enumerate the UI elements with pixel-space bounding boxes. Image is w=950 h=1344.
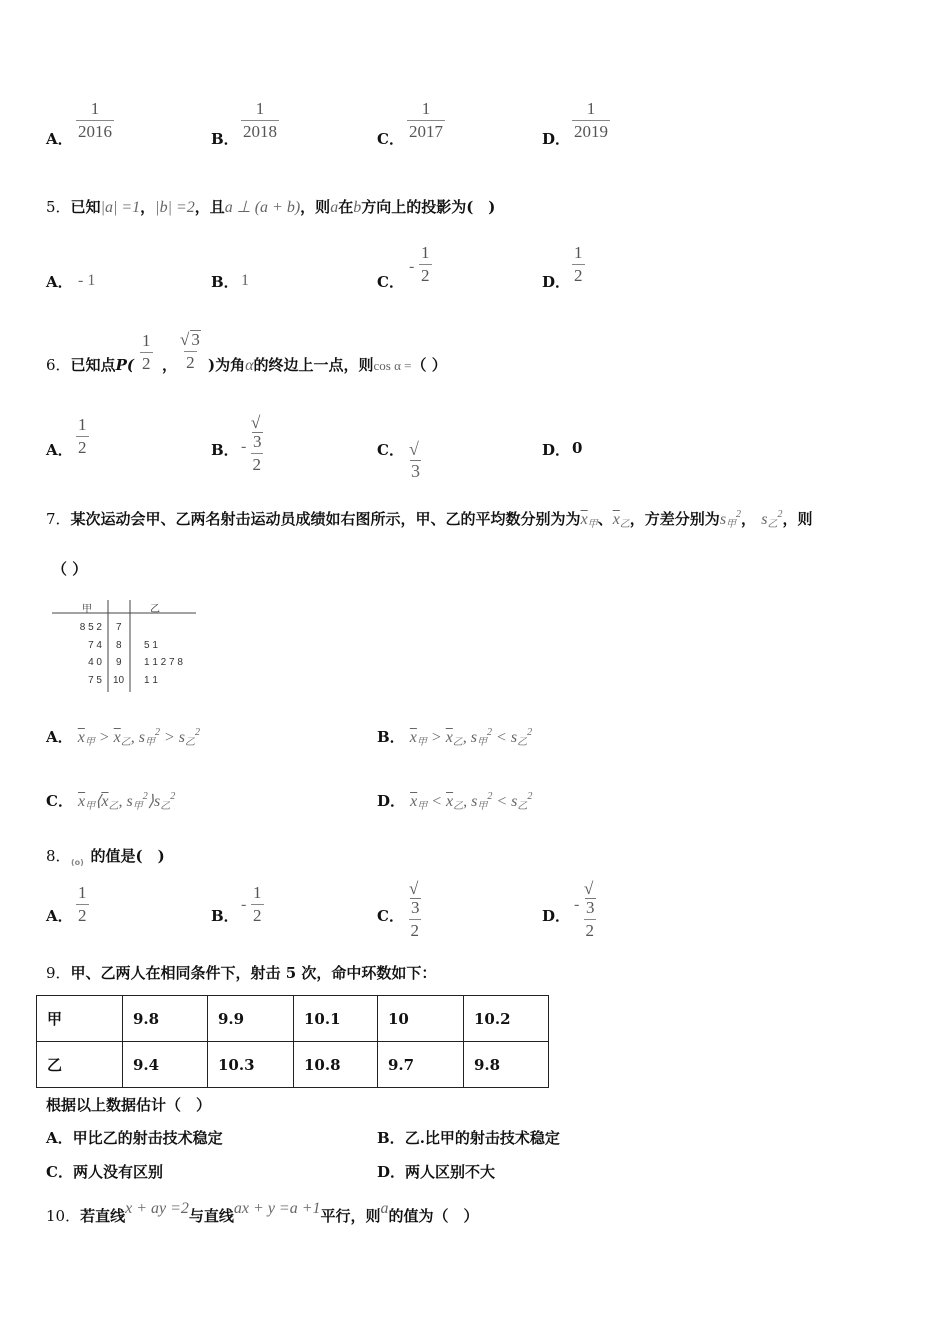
option-label: C． [377, 441, 404, 459]
question-number: 7． [46, 510, 71, 528]
var-yi: $s_乙^2$ [761, 509, 783, 530]
mean-yi: $\overline{x}_乙$ [612, 511, 630, 530]
q4-options [46, 100, 906, 156]
q7-paren: （ ） [52, 560, 88, 578]
q5-abs-b: |b| =2 [155, 199, 195, 216]
line-1-equation: x + ay =2 [125, 1200, 189, 1217]
q8-expression-image [70, 852, 91, 866]
option-value: - 1 [78, 272, 96, 289]
stem: 7 [116, 622, 122, 633]
stem-head-jia: 甲 [82, 604, 92, 615]
q7-option-c[interactable] [46, 790, 175, 812]
fraction: $\frac{1}{2}$ [574, 243, 583, 285]
q5-text: 在 [338, 198, 354, 216]
fraction: $\frac{1}{2}$ [421, 243, 430, 285]
table-cell: 10 [378, 996, 464, 1042]
option-expr: $\overline{x}_甲⟨\overline{x}_乙$, $s_甲^2⟩s_乙^2$ [78, 791, 176, 812]
option-label: A． [46, 441, 73, 459]
q6-text: （ ） [411, 356, 447, 374]
leaf-right: 1 1 2 7 8 [144, 657, 183, 668]
leaf-left: 7 5 [88, 675, 102, 686]
table-cell: 9.9 [208, 996, 294, 1042]
x-fraction: $\frac{1}{2}$ [142, 331, 151, 373]
question-number: 5． [46, 198, 71, 216]
fraction: $\frac{√3}{2}$ [409, 879, 420, 940]
option-text: 乙.比甲的射击技术稳定 [404, 1129, 560, 1147]
leaf-right: 5 1 [144, 640, 158, 651]
stem: 8 [116, 640, 122, 651]
q6-text: 的终边上一点，则 [253, 356, 374, 374]
question-number: 8． [46, 847, 71, 865]
fraction: $\frac{√3}{2}$ [251, 413, 262, 474]
fraction: $\frac{1}{2}$ [78, 415, 87, 457]
stem: 9 [116, 657, 122, 668]
q6-text: 已知点 [70, 356, 116, 374]
table-cell: 10.2 [464, 996, 549, 1042]
stem: 10 [113, 675, 125, 686]
comma: ， [162, 356, 178, 374]
option-label: D． [542, 441, 571, 459]
q8-stem [46, 845, 165, 866]
fraction: $\frac{1}{2016}$ [78, 99, 112, 141]
q5-text: 已知 [70, 198, 101, 216]
question-number: 9． [46, 964, 71, 982]
q6-lead [46, 354, 134, 375]
minus-sign: - [409, 258, 415, 275]
vector-a: a [330, 199, 339, 216]
leaf-right: 1 1 [144, 675, 158, 686]
table-cell: 9.4 [123, 1042, 208, 1088]
q5-options [46, 244, 906, 294]
stem-leaf-lines [50, 596, 200, 696]
q9-score-table [36, 995, 549, 1088]
option-expr: $\overline{x}_甲 < \overline{x}_乙$, $s_甲^2 < s_乙^2$ [410, 791, 533, 812]
comma: ， [741, 510, 757, 528]
alpha: α [245, 357, 254, 374]
fraction: $\frac{√3}{2}$ [584, 879, 595, 940]
q5-stem [46, 196, 495, 217]
option-label: B． [211, 273, 239, 291]
q9-stem [46, 962, 436, 983]
q7-text: 某次运动会甲、乙两名射击运动员成绩如右图所示，甲、乙的平均数分别为为 [70, 510, 581, 528]
option-label: A． [46, 907, 73, 925]
stem-head-yi: 乙 [150, 604, 160, 615]
q10-text: 的值为（ ） [388, 1207, 479, 1225]
option-label: C． [46, 792, 73, 810]
separator: 、 [597, 510, 613, 528]
q7-text: ，方差分别为 [629, 510, 720, 528]
option-label: B． [211, 907, 239, 925]
option-label: D． [377, 1163, 406, 1181]
fraction: $\frac{1}{2018}$ [243, 99, 277, 141]
table-cell: 9.8 [464, 1042, 549, 1088]
table-cell: 9.7 [378, 1042, 464, 1088]
param-a: a [380, 1200, 389, 1217]
q8-text: 的值是( ) [90, 847, 165, 865]
option-label: B． [377, 728, 405, 746]
mean-jia: $\overline{x}_甲$ [580, 511, 598, 530]
option-label: B． [377, 1129, 405, 1147]
q7-stem [46, 508, 916, 530]
option-label: C． [46, 1163, 73, 1181]
leaf-left: 4 0 [88, 657, 102, 668]
minus-sign: - [574, 896, 580, 913]
fraction: $\frac{1}{2}$ [78, 883, 87, 925]
q9-option-b[interactable] [377, 1127, 560, 1148]
q7-option-b[interactable] [377, 726, 532, 748]
leaf-left: 7 4 [88, 640, 102, 651]
var-jia: $s_甲^2$ [719, 509, 742, 530]
table-cell: 9.8 [123, 996, 208, 1042]
q10-stem [46, 1200, 479, 1226]
table-cell: 10.3 [208, 1042, 294, 1088]
q5-perp: a ⊥ (a + b) [224, 199, 301, 216]
table-cell: 10.8 [294, 1042, 378, 1088]
q6-options [46, 413, 906, 481]
q7-text: ，则 [782, 510, 813, 528]
line-2-equation: ax + y =a +1 [233, 1200, 321, 1217]
table-cell: 甲 [37, 996, 123, 1042]
option-label: C． [377, 273, 404, 291]
q9-options [46, 1127, 906, 1187]
point-p: P( [115, 356, 134, 374]
svg-text:(o): (o) [70, 858, 84, 866]
option-text: 甲比乙的射击技术稳定 [72, 1129, 223, 1147]
minus-sign: - [241, 438, 247, 455]
table-cell: 乙 [37, 1042, 123, 1088]
q9-option-c[interactable] [46, 1161, 163, 1182]
fraction: $\frac{1}{2}$ [253, 883, 262, 925]
table-row [37, 1042, 549, 1088]
q5-abs-a: |a| =1 [100, 199, 141, 216]
q9-text: 甲、乙两人在相同条件下，射击 5 次，命中环数如下： [70, 964, 437, 982]
q7-option-d[interactable] [377, 790, 532, 812]
fraction: $\frac{1}{2019}$ [574, 99, 608, 141]
q9-prompt: 根据以上数据估计（ ） [46, 1096, 212, 1114]
stem-leaf-plot [50, 596, 200, 696]
fraction: $\frac{1}{2017}$ [409, 99, 443, 141]
q9-option-d[interactable] [377, 1161, 495, 1182]
cos-alpha: cos α = [373, 358, 412, 373]
option-value: 0 [572, 439, 583, 457]
option-label: A． [46, 130, 73, 148]
q9-option-a[interactable] [46, 1127, 223, 1148]
q5-text: ，且 [194, 198, 225, 216]
y-fraction: $\frac{√ 3}{2}$ [180, 330, 200, 372]
option-label: D． [542, 273, 571, 291]
table-row [37, 996, 549, 1042]
option-text: 两人没有区别 [72, 1163, 163, 1181]
q5-text: 方向上的投影为( ) [361, 198, 496, 216]
q7-options [46, 726, 906, 826]
option-label: D． [542, 907, 571, 925]
comma: ， [140, 198, 156, 216]
option-label: D． [377, 792, 406, 810]
minus-sign: - [241, 896, 247, 913]
question-number: 10． [46, 1207, 81, 1225]
vector-b: b [353, 199, 362, 216]
option-expr: $\overline{x}_甲 > \overline{x}_乙$, $s_甲^2 < s_乙^2$ [409, 727, 533, 748]
leaf-left: 8 5 2 [79, 622, 102, 633]
table-cell: 10.1 [294, 996, 378, 1042]
sqrt-value: √3 [409, 439, 420, 481]
q5-text: ，则 [300, 198, 331, 216]
option-label: D． [542, 130, 571, 148]
option-label: A． [46, 273, 73, 291]
q7-option-a[interactable] [46, 726, 200, 748]
q10-text: 若直线 [80, 1207, 126, 1225]
option-label: A． [46, 1129, 73, 1147]
option-label: C． [377, 907, 404, 925]
option-label: B． [211, 130, 239, 148]
option-label: A． [46, 728, 73, 746]
q10-text: 与直线 [188, 1207, 234, 1225]
q8-options [46, 879, 906, 940]
option-expr: $\overline{x}_甲 > \overline{x}_乙$, $s_甲^2 > s_乙^2$ [77, 727, 201, 748]
option-label: B． [211, 441, 239, 459]
question-number: 6． [46, 356, 71, 374]
option-label: C． [377, 130, 404, 148]
q6-mid [208, 354, 447, 375]
q10-text: 平行，则 [320, 1207, 381, 1225]
q6-text: )为角 [208, 356, 246, 374]
option-text: 两人区别不大 [405, 1163, 496, 1181]
option-value: 1 [241, 272, 249, 289]
